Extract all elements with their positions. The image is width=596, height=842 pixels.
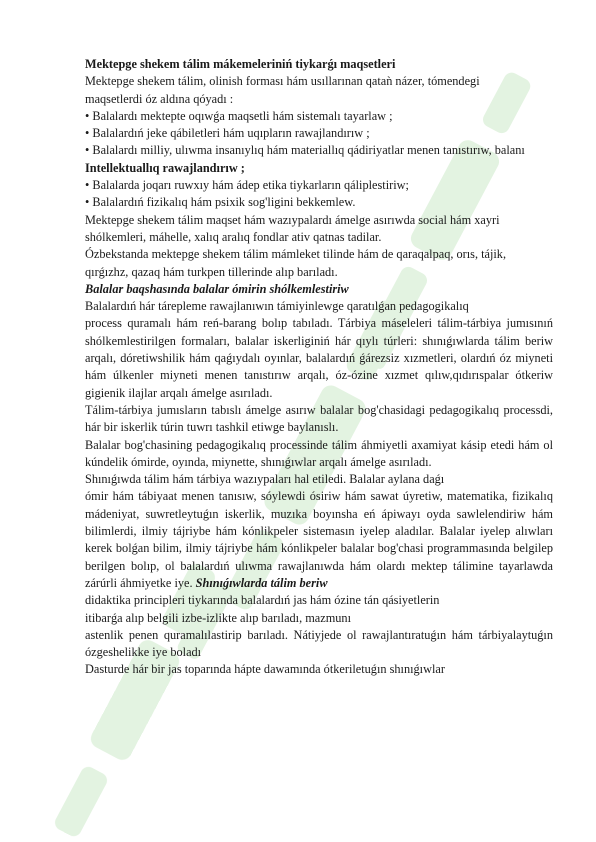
goal-item-4: • Balalarda joqarı ruwxıy hám ádep etika tiykarların qáliplestiriw; (85, 178, 409, 193)
paragraph-6b (85, 488, 553, 592)
goal-item-2: • Balalardıń jeke qábiletleri hám uqıpların rawajlandırıw ; (85, 126, 370, 141)
paragraph-2a: Ózbekstanda mektepge shekem tálim mámleket tilinde hám de qaraqalpaq, orıs, tájik, (85, 247, 507, 262)
paragraph-7b: itibarǵa alıp belgili izbe-izlikte alıp barıladı, mazmunı (85, 610, 351, 625)
heading-lessons: Shınıǵıwlarda tálim beriw (195, 575, 328, 590)
intro-line-2: maqsetlerdi óz aldına qóyadı : (85, 91, 234, 106)
paragraph-8: Dasturde hár bir jas toparında hápte dawamında ótkeriletuǵın shınıǵıwlar (85, 662, 445, 677)
paragraph-3a: Balalardıń hár tárepleme rawajlanıwın támiyinlewge qaratılǵan pedagogikalıq (85, 299, 469, 314)
goal-item-1: • Balalardı mektepte oqıwǵa maqsetli hám sistemalı tayarlaw ; (85, 108, 393, 123)
paragraph-7a: didaktika principleri tiykarında balalardıń jas hám ózine tán qásiyetlerin (85, 593, 440, 608)
paragraph-3b: process quramalı hám reń-barang bolıp tabıladı. Tárbiya máseleleri tálim-tárbiya jumısınıń shólkemlestirilgen formaları, balalar iskerliginiń hár qıylı túrleri: shınıǵıwlarda tálim beriw arqalı, dóretiwshilik hám qaǵıydalı oyınlar, balalardıń ǵárezsiz xızmetleri, olardıń óz miyneti hám úlkenler miyneti menen tanıstırıw arqalı, óz-ózine xızmet qılıw,qıdırıspalar ótkeriw gigienik ilajlar arqalı ámelge asırıladı. (85, 316, 553, 400)
paragraph-2b: qırǵızhz, qazaq hám turkpen tillerinde alıp barıladı. (85, 264, 338, 279)
paragraph-5: Balalar bog'chasining pedagogikalıq processinde tálim áhmiyetli axamiyat kásip etedi hám ol kúndelik ómirde, oyında, miynette, shınıǵıwlar arqalı ámelge asırıladı. (85, 437, 553, 469)
paragraph-1a: Mektepge shekem tálim maqset hám wazıypalardı ámelge asırıwda social hám xayri (85, 212, 500, 227)
document-body (85, 56, 553, 679)
paragraph-6a: Shınıǵıwda tálim hám tárbiya wazıypaları hal etiledi. Balalar aylana daǵı (85, 472, 445, 487)
paragraph-1b: shólkemleri, máhelle, xalıq aralıq fondlar ativ qatnas tadilar. (85, 229, 382, 244)
goal-item-5: • Balalardıń fizikalıq hám psixik sog'ligini bekkemlew. (85, 195, 356, 210)
goal-item-3: • Balalardı milliy, ulıwma insanıylıq hám materiallıq qádiriyatlar menen tanıstırıw, balanı (85, 143, 525, 158)
heading-intellect: Intellektuallıq rawajlandırıw ; (85, 160, 245, 175)
doc-title: Mektepge shekem tálim mákemeleriniń tiykarǵı maqsetleri (85, 57, 396, 71)
paragraph-6b-text: ómir hám tábiyaat menen tanısıw, sóylewdi ósiriw hám sawat úyretiw, matematika, fizikalıq mádeniyat, suwretleytuǵın iskerlik, muzıka boyınsha eń ápiwayı oyda sawlelendiriw hám bilimlerdi, ilmiy tájriybe hám kónlikpeler sistemasın iyelep aladılar. Balalar iyelep alıwları kerek bolǵan bilim, ilmiy tájriybe hám kónlikpeler balalar bog'chasi programmasında belgilep berilgen bolıp, ol balalardıń ulıwma rawajlanıwda hám olardı mektep tálimine tayarlawda zárúrli áhmiyetke iye. (85, 489, 553, 590)
heading-basis: Balalar baqshasında balalar ómirin shólkemlestiriw (85, 281, 349, 296)
paragraph-7c: astenlik penen quramalılastirip barıladı. Nátiyjede ol rawajlantıratuǵın hám tárbiyalaytuǵın ózgeshelikke iye boladı (85, 627, 553, 660)
intro-line-1: Mektepge shekem tálim, olinish forması hám usıllarınan qataǹ názer, tómendegi (85, 74, 480, 89)
paragraph-4: Tálim-tárbiya jumısların tabıslı ámelge asırıw balalar bog'chasidagi pedagogikalıq processdi, hár bir iskerlik túrin tuwrı tashkil etiwge baylanıslı. (85, 402, 553, 435)
